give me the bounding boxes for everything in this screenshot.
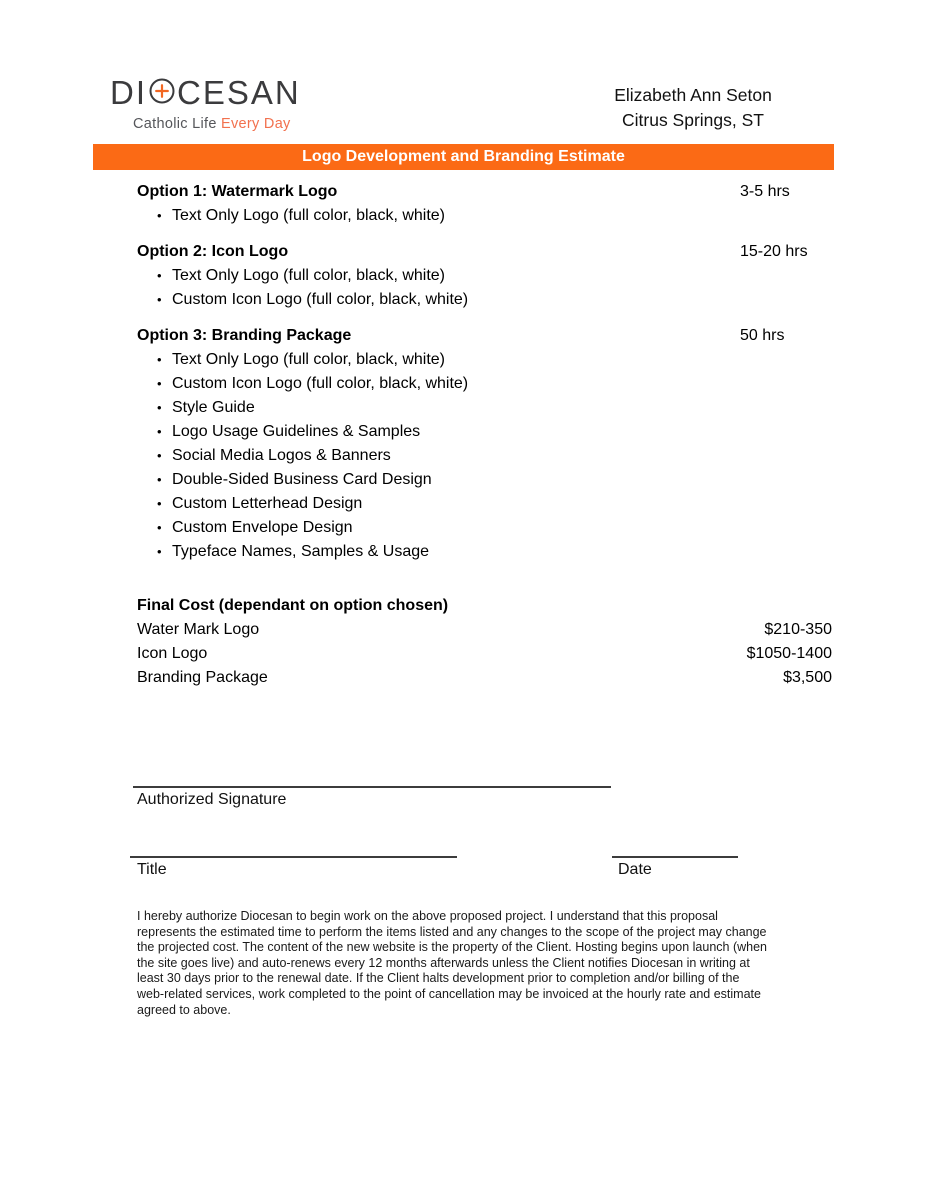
wordmark-post: CESAN: [177, 74, 301, 111]
cost-value-watermark-logo: $210-350: [764, 621, 832, 638]
option-1-hours: 3-5 hrs: [740, 183, 790, 200]
option-2-title: Option 2: Icon Logo: [137, 243, 289, 260]
estimate-title-banner: [93, 144, 834, 170]
list-item: • Style Guide: [137, 396, 832, 420]
diocesan-wordmark: [110, 74, 301, 112]
table-row: [137, 666, 832, 690]
tagline-gray-text: Catholic Life: [133, 116, 222, 132]
list-item: • Social Media Logos & Banners: [137, 444, 832, 468]
option-1-heading: [137, 180, 832, 204]
option-3-title: Option 3: Branding Package: [137, 327, 352, 344]
option-3-hours: 50 hrs: [740, 327, 785, 344]
list-item: • Custom Icon Logo (full color, black, white): [137, 372, 832, 396]
authorized-signature-label: Authorized Signature: [137, 791, 287, 808]
wordmark-pre: DI: [110, 74, 147, 111]
final-cost-heading: Final Cost (dependant on option chosen): [137, 597, 449, 614]
date-line: [612, 856, 738, 858]
option-2-hours: 15-20 hrs: [740, 243, 808, 260]
option-3-heading: [137, 324, 832, 348]
tagline-orange-text: Every Day: [221, 116, 291, 132]
list-item: • Double-Sided Business Card Design: [137, 468, 832, 492]
title-line: [130, 856, 457, 858]
option-1-watermark-logo: [137, 180, 832, 228]
cost-value-icon-logo: $1050-1400: [746, 645, 832, 662]
option-2-items: [137, 264, 832, 312]
estimate-title: Logo Development and Branding Estimate: [302, 148, 625, 165]
list-item: • Logo Usage Guidelines & Samples: [137, 420, 832, 444]
cost-label-watermark-logo: Water Mark Logo: [137, 621, 260, 638]
authorization-terms-paragraph: I hereby authorize Diocesan to begin work on the above proposed project. I understand that this proposal represents the estimated time to perform the items listed and any changes to the scope of the project may change the projected cost. The content of the new website is the property of the Client. Hosting begins upon launch (when the site goes live) and auto-renews every 12 months afterwards unless the Client notifies Diocesan in writing at least 30 days prior to the renewal date. If the Client halts development prior to completion and/or billing of the web-related services, work completed to the point of cancellation may be invoiced at the hourly rate and estimate agreed to above.: [137, 909, 768, 1017]
option-3-items: [137, 348, 832, 564]
list-item: • Custom Envelope Design: [137, 516, 832, 540]
list-item: • Text Only Logo (full color, black, white): [137, 204, 832, 228]
client-name: Elizabeth Ann Seton: [614, 85, 772, 105]
option-2-icon-logo: [137, 240, 832, 312]
table-row: [137, 642, 832, 666]
option-1-title: Option 1: Watermark Logo: [137, 183, 338, 200]
diocesan-logo: [110, 74, 301, 132]
client-location: Citrus Springs, ST: [622, 110, 764, 130]
final-cost-section: [137, 594, 832, 690]
cross-in-circle-icon: [149, 74, 175, 112]
option-2-heading: [137, 240, 832, 264]
option-1-items: [137, 204, 832, 228]
client-block: [553, 83, 833, 133]
list-item: • Text Only Logo (full color, black, white): [137, 264, 832, 288]
list-item: • Text Only Logo (full color, black, white): [137, 348, 832, 372]
logo-tagline: [133, 116, 301, 132]
cost-label-icon-logo: Icon Logo: [137, 645, 208, 662]
estimate-body: [137, 180, 832, 690]
date-label: Date: [618, 861, 652, 878]
list-item: • Custom Icon Logo (full color, black, white): [137, 288, 832, 312]
list-item: • Custom Letterhead Design: [137, 492, 832, 516]
title-label: Title: [137, 861, 167, 878]
authorized-signature-line: [133, 786, 611, 788]
cost-value-branding-package: $3,500: [783, 669, 832, 686]
cost-label-branding-package: Branding Package: [137, 669, 268, 686]
table-row: [137, 618, 832, 642]
list-item: • Typeface Names, Samples & Usage: [137, 540, 832, 564]
option-3-branding-package: [137, 324, 832, 564]
